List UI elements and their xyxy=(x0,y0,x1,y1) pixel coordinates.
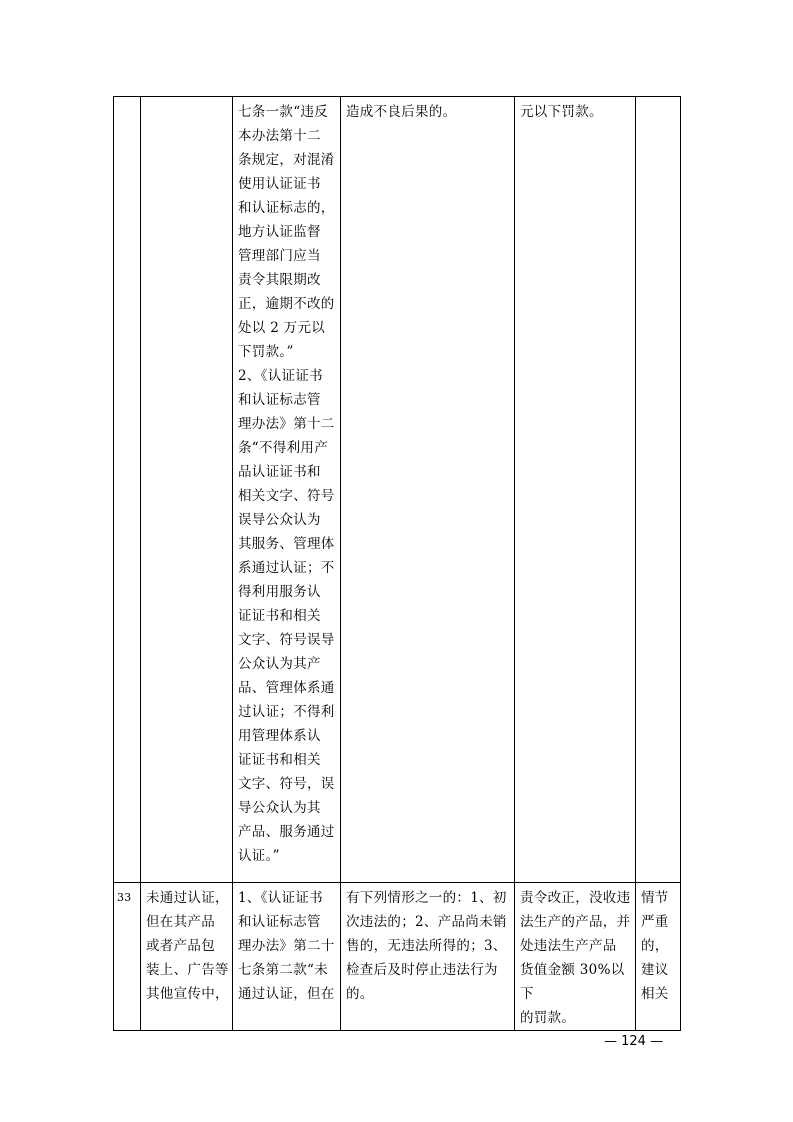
table-row xyxy=(114,97,681,883)
note-cell: 情节 严重 的， 建议 相关 xyxy=(636,883,681,1031)
violation-item-cell xyxy=(141,97,233,883)
violation-item-cell: 未通过认证， 但在其产品 或者产品包 装上、广告等 其他宣传中， xyxy=(141,883,233,1031)
legal-basis-cell: 1、《认证证书 和认证标志管 理办法》第二十 七条第二款“未 通过认证，但在 xyxy=(233,883,341,1031)
circumstance-cell: 造成不良后果的。 xyxy=(341,97,515,883)
penalty-cell: 元以下罚款。 xyxy=(515,97,636,883)
note-cell xyxy=(636,97,681,883)
regulation-table xyxy=(113,96,681,1031)
row-number-cell: 33 xyxy=(114,883,141,1031)
penalty-cell: 责令改正，没收违 法生产的产品，并 处违法生产产品 货值金额 30%以下 的罚款。 xyxy=(515,883,636,1031)
circumstance-cell: 有下列情形之一的：1、初 次违法的；2、产品尚未销 售的，无违法所得的；3、 检查后及时停止违法行为 的。 xyxy=(341,883,515,1031)
page-number: — 124 — xyxy=(604,1034,664,1049)
row-number-cell xyxy=(114,97,141,883)
legal-basis-cell: 七条一款“违反 本办法第十二 条规定，对混淆 使用认证证书 和认证标志的， 地方认证监督 管理部门应当 责令其限期改 正，逾期不改的 处以 2 万元以 下罚款。” 2、《认证证书 和认证标志管 理办法》第十二 条“不得利用产 品认证证书和 相关文字、符号 误导公众认为 其服务、管理体 系通过认证；不 得利用服务认 证证书和相关 文字、符号误导 公众认为其产 品、管理体系通 过认证；不得利 用管理体系认 证证书和相关 文字、符号，误 导公众认为其 产品、服务通过 认证。” xyxy=(233,97,341,883)
table-row xyxy=(114,883,681,1031)
